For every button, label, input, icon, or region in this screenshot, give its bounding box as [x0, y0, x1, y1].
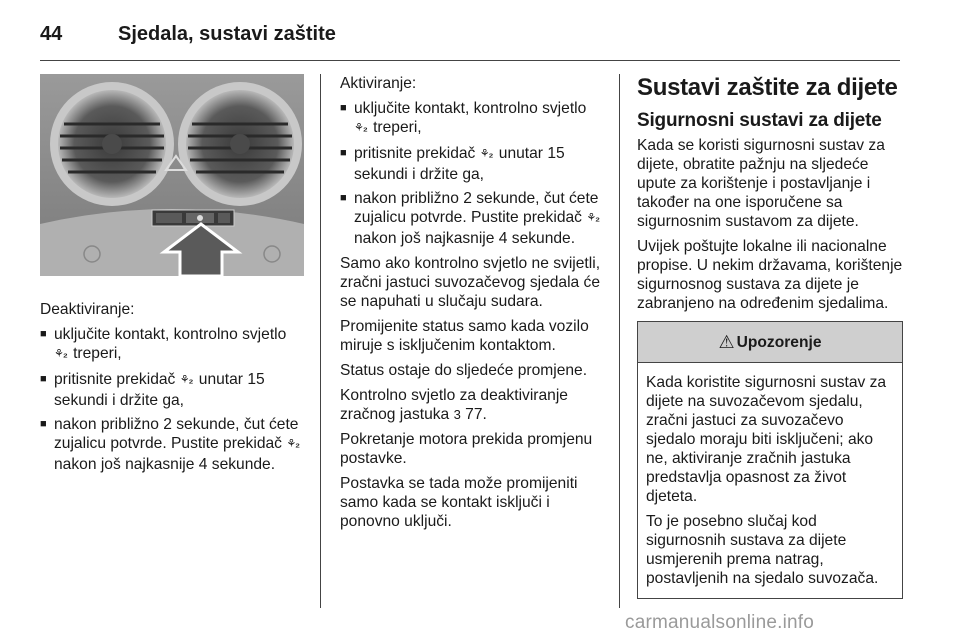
page-header — [40, 18, 336, 50]
deactivation-steps — [40, 325, 308, 474]
paragraph: Postavka se tada može promijeniti samo kada se kontakt isključi i ponovno uključi. — [340, 475, 578, 530]
dashboard-illustration — [40, 74, 304, 276]
warning-body — [638, 363, 902, 598]
watermark: carmanualsonline.info — [625, 612, 815, 633]
list-item — [40, 370, 308, 410]
passenger-airbag-off-icon: ⚘₂ — [179, 374, 193, 386]
passenger-airbag-off-icon: ⚘₂ — [586, 212, 600, 224]
step-text: uključite kontakt, kontrolno svjetlo — [54, 326, 287, 343]
step-text: pritisnite prekidač — [354, 145, 476, 162]
passenger-airbag-off-icon: ⚘₂ — [354, 122, 367, 134]
passenger-airbag-off-icon: ⚘₂ — [286, 438, 300, 450]
step-text: nakon još najkasnije 4 sekunde. — [54, 456, 276, 473]
activation-steps — [340, 99, 608, 248]
page-reference-link[interactable]: 77. — [465, 406, 487, 423]
warning-header — [638, 322, 902, 363]
paragraph: To je posebno slučaj kod sigurnosnih sustava za dijete usmjerenih prema natrag, postavljenih na sjedalo suvozača. — [646, 513, 879, 587]
paragraph: Kada se koristi sigurnosni sustav za dijete, obratite pažnju na sljedeće upute za korištenje i postavljanje i također na one isporučene sa sigurnosnim sustavom za dijete. — [637, 137, 885, 230]
warning-triangle-icon: ⚠ — [718, 331, 735, 352]
chapter-title: Sjedala, sustavi zaštite — [118, 22, 336, 45]
page-reference-arrow-icon: 3 — [453, 407, 461, 422]
right-column — [637, 74, 903, 599]
page-number: 44 — [40, 22, 63, 45]
section-title: Sustavi zaštite za dijete — [637, 74, 898, 101]
step-text: unutar 15 sekundi i držite ga, — [54, 371, 265, 409]
step-text: nakon približno 2 sekunde, čut ćete zujalicu potvrde. Pustite prekidač — [54, 416, 299, 452]
list-item — [40, 415, 308, 474]
warning-title: Upozorenje — [736, 333, 822, 351]
paragraph: Uvijek poštujte lokalne ili nacionalne propise. U nekim državama, korištenje sigurnosnog sustava za dijete je zabranjeno na određenim sjedalima. — [637, 238, 903, 312]
paragraph — [340, 386, 608, 424]
step-text: unutar 15 sekundi i držite ga, — [354, 145, 565, 183]
list-item — [340, 99, 608, 139]
paragraph: Pokretanje motora prekida promjenu postavke. — [340, 431, 593, 467]
passenger-airbag-off-icon: ⚘₂ — [54, 348, 67, 360]
step-text: uključite kontakt, kontrolno svjetlo — [354, 100, 587, 117]
step-text: treperi, — [373, 119, 422, 136]
left-column — [40, 300, 308, 480]
list-item — [340, 189, 608, 248]
activation-heading: Aktiviranje: — [340, 75, 417, 92]
paragraph: Status ostaje do sljedeće promjene. — [340, 362, 588, 379]
header-divider — [40, 60, 900, 61]
paragraph: Samo ako kontrolno svjetlo ne svijetli, zračni jastuci suvozačevog sjedala će se napuhati u slučaju sudara. — [340, 255, 601, 310]
step-text: treperi, — [73, 345, 122, 362]
passenger-airbag-off-icon: ⚘₂ — [479, 148, 493, 160]
subsection-title: Sigurnosni sustavi za dijete — [637, 110, 882, 131]
warning-box — [637, 321, 903, 599]
step-text: nakon približno 2 sekunde, čut ćete zujalicu potvrde. Pustite prekidač — [354, 190, 599, 226]
middle-column — [340, 74, 608, 537]
list-item — [340, 144, 608, 184]
dashboard-photo — [40, 74, 304, 276]
step-text: nakon još najkasnije 4 sekunde. — [354, 230, 576, 247]
column-divider — [619, 74, 620, 608]
paragraph-text: Kontrolno svjetlo za deaktiviranje zračnog jastuka — [340, 387, 568, 423]
paragraph: Kada koristite sigurnosni sustav za dijete na suvozačevom sjedalu, zračni jastuci za suvozačevo sjedalo moraju biti isključeni; ako ne, aktiviranje zračnih jastuka predstavlja opasnost za život djeteta. — [646, 374, 887, 505]
paragraph: Promijenite status samo kada vozilo miruje s isključenim kontaktom. — [340, 318, 589, 354]
list-item — [40, 325, 308, 365]
deactivation-heading: Deaktiviranje: — [40, 301, 135, 318]
column-divider — [320, 74, 321, 608]
step-text: pritisnite prekidač — [54, 371, 176, 388]
